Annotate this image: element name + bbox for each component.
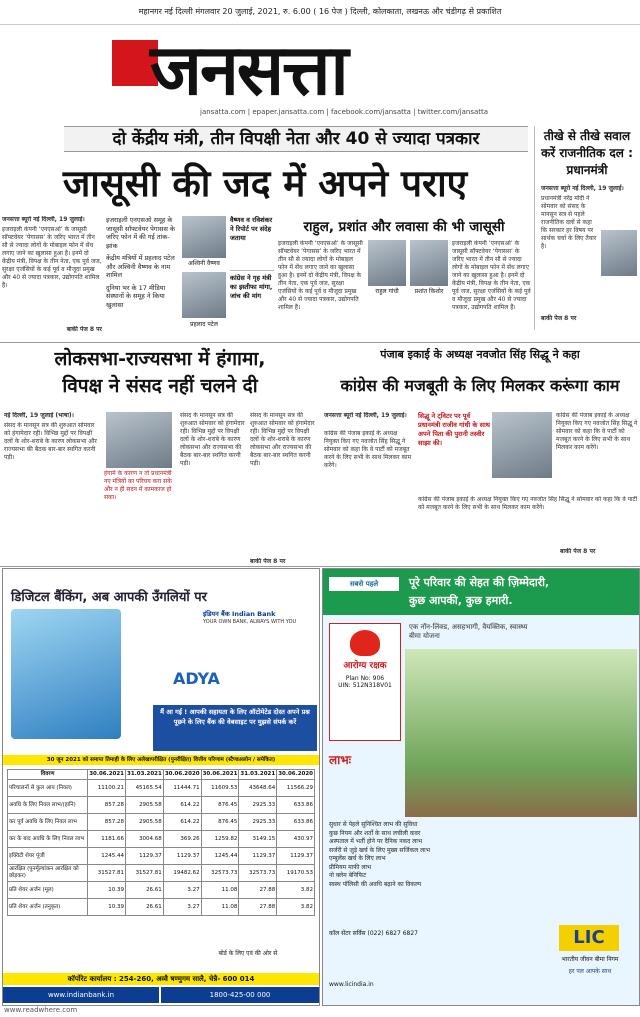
photo-caption: अश्विनी वैष्णव xyxy=(188,260,220,267)
punjab-kicker: पंजाब इकाई के अध्यक्ष नवजोत सिंह सिद्धू ने कहा xyxy=(380,348,580,361)
table-cell: कर पूर्व अवधि के लिए निवल लाभ xyxy=(8,814,88,831)
second-headline-line: लोकसभा-राज्यसभा में हंगामा, xyxy=(54,348,266,370)
table-cell: 3004.68 xyxy=(126,831,164,848)
table-cell: 3.82 xyxy=(277,899,315,916)
table-cell: 614.22 xyxy=(163,814,201,831)
lead-byline: जनसत्ता ब्यूरो नई दिल्ली, 19 जुलाई। xyxy=(2,216,85,223)
sidebar-item: केंद्रीय मंत्रियों में प्रहलाद पटेल और अश्विनी वैष्णव के नाम शामिल xyxy=(106,254,175,279)
plan-name: आरोग्य रक्षक xyxy=(343,661,387,671)
results-table xyxy=(7,769,315,916)
lead-headline[interactable]: जासूसी की जद में अपने पराए xyxy=(62,161,468,205)
table-cell: 1181.66 xyxy=(88,831,126,848)
lead-continued[interactable]: बाकी पेज 8 पर xyxy=(66,326,102,333)
table-row xyxy=(8,797,315,814)
table-cell: 11609.53 xyxy=(201,780,239,797)
rahul-photo xyxy=(368,240,406,286)
right-top-byline: जनसत्ता ब्यूरो नई दिल्ली, 19 जुलाई। xyxy=(541,185,624,192)
lic-headline-line: पूरे परिवार की सेहत की ज़िम्मेदारी, xyxy=(409,576,550,589)
second-body-col4: संसद के मानसून सत्र की शुरुआत सोमवार को हंगामेदार रही। विभिन्न मुद्दों पर विपक्षी दलों के शोर-शराबे के कारण लोकसभा और राज्यसभा की बैठक बार-बार स्थगित करनी पड़ी। xyxy=(250,412,315,467)
table-cell: 19482.62 xyxy=(163,865,201,882)
sidebar-item: दुनिया भर के 17 मीडिया संस्थानों के समूह ने किया खुलासा xyxy=(106,283,166,309)
table-cell: 26.61 xyxy=(126,899,164,916)
table-cell: 369.26 xyxy=(163,831,201,848)
table-row xyxy=(8,848,315,865)
table-cell: प्रति शेयर अर्जन (मूल) xyxy=(8,882,88,899)
table-cell: 27.88 xyxy=(239,882,277,899)
lic-badge: सबसे पहले xyxy=(329,577,399,591)
table-cell: 45165.54 xyxy=(126,780,164,797)
table-cell: 43648.64 xyxy=(239,780,277,797)
table-cell: परिचालनों से कुल आय (निवल) xyxy=(8,780,88,797)
indian-bank-ad[interactable] xyxy=(2,568,320,1006)
punjab-continued[interactable]: बाकी पेज 8 पर xyxy=(560,548,596,555)
benefit-item: सुधार से पेहले सुनिश्चित लाभ की सुविधा xyxy=(329,821,418,828)
table-header-cell: 30.06.2020 xyxy=(163,770,201,780)
second-headline[interactable] xyxy=(2,346,318,408)
benefits-title: लाभः xyxy=(329,753,352,767)
table-cell: 11566.29 xyxy=(277,780,315,797)
table-header-cell: 31.03.2021 xyxy=(126,770,164,780)
table-header-cell: विवरण xyxy=(8,770,88,780)
table-cell: 2905.58 xyxy=(126,797,164,814)
table-cell: 27.88 xyxy=(239,899,277,916)
lic-slogan: हर पल आपके साथ xyxy=(568,968,612,975)
table-cell: 876.45 xyxy=(201,814,239,831)
sub-body-left: इजराइली कंपनी ‘एनएसओ’ के जासूसी सॉफ्टवेयर ‘पेगासस’ के जरिए भारत में तीन सौ से ज्यादा लोगों के मोबाइल फोन में सेंध लगाए जाने का खुलासा हुआ है। इनमें दो केंद्रीय मंत्री, विपक्ष के तीन नेता, एक पूर्व जज, सुरक्षा एजंसियों के कई पूर्व व मौजूदा प्रमुख और 40 से ज्यादा पत्रकार, उद्योगपति शामिल हैं। xyxy=(278,240,363,311)
punjab-byline: जनसत्ता ब्यूरो नई दिल्ली, 19 जुलाई। xyxy=(324,412,407,419)
table-cell: 1129.37 xyxy=(126,848,164,865)
sub-body-right: इजराइली कंपनी ‘एनएसओ’ के जासूसी सॉफ्टवेयर ‘पेगासस’ के जरिए भारत में तीन सौ से ज्यादा लोगों के मोबाइल फोन में सेंध लगाए जाने का खुलासा हुआ है। इनमें दो केंद्रीय मंत्री, विपक्ष के तीन नेता, एक पूर्व जज, सुरक्षा एजंसियों के कई पूर्व व मौजूदा प्रमुख और 40 से ज्यादा पत्रकार, उद्योगपति शामिल हैं। xyxy=(452,240,531,311)
punjab-body-right: कांग्रेस की पंजाब इकाई के अध्यक्ष नियुक्त किए गए नवजोत सिंह सिद्धू ने सोमवार को कहा कि वे पार्टी को मजबूत करने के लिए सभी के साथ मिलकर काम करेंगे। xyxy=(556,412,638,451)
plan-uin: UIN: 512N318V01 xyxy=(338,682,392,689)
sign-off: बोर्ड के लिए एवं की ओर से xyxy=(218,950,278,957)
second-headline-line: विपक्ष ने संसद नहीं चलने दी xyxy=(62,375,258,397)
sub-headline[interactable]: राहुल, प्रशांत और लवासा की भी जासूसी xyxy=(303,219,505,235)
table-row xyxy=(8,865,315,882)
right-top-body: प्रधानमंत्री नरेंद्र मोदी ने सोमवार को संसद के मानसून सत्र से पहले राजनीतिक दलों से कहा कि सरकार हर विषय पर सार्थक चर्चा के लिए तैयार है। xyxy=(541,195,597,250)
plan-desc: एक नॉन-लिंक्ड, असहभागी, वैयक्तिक, स्वास्थ्य बीमा योजना xyxy=(409,623,528,640)
lic-brand-hindi: भारतीय जीवन बीमा निगम xyxy=(561,956,619,963)
lead-body: इजराइली कंपनी ‘एनएसओ’ के जासूसी सॉफ्टवेयर ‘पेगासस’ के जरिए भारत में तीन सौ से ज्यादा लोगों के मोबाइल फोन में सेंध लगाए जाने का खुलासा हुआ है। इनमें दो केंद्रीय मंत्री, विपक्ष के तीन नेता, एक पूर्व जज, सुरक्षा एजंसियों के कई पूर्व व मौजूदा प्रमुख और 40 से ज्यादा पत्रकार, उद्योगपति शामिल हैं। xyxy=(2,226,102,289)
table-cell: प्रति शेयर अर्जन (तनुकृत) xyxy=(8,899,88,916)
lic-ad[interactable] xyxy=(322,568,640,1006)
table-cell: 3.82 xyxy=(277,882,315,899)
table-cell: 1129.37 xyxy=(163,848,201,865)
lic-headline-line: कुछ आपकी, कुछ हमारी. xyxy=(409,594,513,607)
table-cell: 857.28 xyxy=(88,814,126,831)
table-cell: 1245.44 xyxy=(88,848,126,865)
table-cell: 2905.58 xyxy=(126,814,164,831)
phone-graphic xyxy=(11,609,121,739)
table-cell: अवधि के लिए निवल लाभ/(हानि) xyxy=(8,797,88,814)
table-header-cell: 31.03.2021 xyxy=(239,770,277,780)
benefit-item: स्वस्थ पॉलिसी की अवधि बढ़ाने का विकल्प xyxy=(329,880,422,888)
prashant-photo xyxy=(410,240,448,286)
table-cell: 11.08 xyxy=(201,882,239,899)
table-cell: 26.61 xyxy=(126,882,164,899)
lead-kicker: दो केंद्रीय मंत्री, तीन विपक्षी नेता और 40 से ज्यादा पत्रकार xyxy=(64,126,528,152)
table-cell: 3149.15 xyxy=(239,831,277,848)
masthead-logo[interactable] xyxy=(150,30,510,110)
social-links[interactable]: jansatta.com | epaper.jansatta.com | facebook.com/jansatta | twitter.com/jansatta xyxy=(200,108,489,116)
table-cell: 19170.53 xyxy=(277,865,315,882)
benefit-item: एम्बुलेंस खर्च के लिए लाभ xyxy=(329,855,386,862)
table-cell: 633.86 xyxy=(277,814,315,831)
edition-info-bar: महानगर नई दिल्ली मंगलवार 20 जुलाई, 2021, रु. 6.00 ( 16 पेज ) दिल्ली, कोलकाता, लखनऊ और चंडीगढ़ से प्रकाशित xyxy=(0,0,640,25)
table-cell: कर के बाद अवधि के लिए निवल लाभ xyxy=(8,831,88,848)
lic-contact[interactable]: कॉल सेंटर सर्विस (022) 6827 6827 xyxy=(329,930,418,937)
benefit-item: नो क्लेम बेनिफिट xyxy=(329,872,367,879)
table-cell: 32573.73 xyxy=(239,865,277,882)
punjab-callout: सिद्धू ने ट्विटर पर पूर्व प्रधानमंत्री राजीव गांधी के साथ अपने पिता की पुरानी तस्वीर साझा की। xyxy=(418,412,490,447)
second-highlight: हंगामे के कारण न तो प्रधानमंत्री नए मंत्रियों का परिचय करा सके और न ही सदन में कामकाज हो सका। xyxy=(104,470,172,501)
table-cell: इक्विटी शेयर पूंजी xyxy=(8,848,88,865)
table-header-cell: 30.06.2021 xyxy=(201,770,239,780)
right-top-article xyxy=(534,126,639,330)
table-cell: 633.86 xyxy=(277,797,315,814)
bank-website[interactable]: www.indianbank.in xyxy=(3,987,159,1003)
benefits-list xyxy=(329,821,629,889)
lic-logo[interactable]: LIC xyxy=(559,925,619,951)
minister-photo-1 xyxy=(182,216,226,258)
photo-caption: प्रहलाद पटेल xyxy=(190,321,218,328)
benefit-item: सर्जरी से जुड़े खर्च के लिए मुख्य सर्जिकल लाभ xyxy=(329,846,430,854)
punjab-headline[interactable]: कांग्रेस की मजबूती के लिए मिलकर करूंगा काम xyxy=(340,376,620,395)
table-header-cell: 30.06.2020 xyxy=(277,770,315,780)
table-cell: 32573.73 xyxy=(201,865,239,882)
table-cell: 1129.37 xyxy=(277,848,315,865)
plan-card xyxy=(329,623,401,741)
table-cell: 876.45 xyxy=(201,797,239,814)
table-cell: 1245.44 xyxy=(201,848,239,865)
table-cell: 11444.71 xyxy=(163,780,201,797)
bank-ad-headline: डिजिटल बैंकिंग, अब आपकी उँगलियों पर xyxy=(11,590,207,605)
benefit-item: अस्पताल में भर्ती होने पर दैनिक नकद लाभ xyxy=(329,838,423,845)
lead-column-1 xyxy=(2,216,102,340)
table-row xyxy=(8,814,315,831)
table-row xyxy=(8,831,315,848)
minister-photo-2 xyxy=(182,272,226,318)
table-cell: 31527.81 xyxy=(88,865,126,882)
bank-name: इंडियन बैंक Indian Bank xyxy=(203,610,276,618)
table-row xyxy=(8,882,315,899)
table-cell: 1129.37 xyxy=(239,848,277,865)
quote-box: वैष्णव व रविशंकर ने रिपोर्ट पर संदेह जताया xyxy=(230,216,273,242)
table-row xyxy=(8,780,315,797)
photo-caption: प्रशांत किशोर xyxy=(414,288,444,295)
bank-tollfree[interactable]: 1800-425-00 000 xyxy=(161,987,319,1003)
heart-icon xyxy=(350,630,380,656)
assistant-message: मैं आ गई ! आपकी सहायता के लिए ऑटोमेटेड दोस्त अपने प्रश्न पूछने के लिए बैंक की वेबसाइट पर मुझसे संपर्क करें xyxy=(153,705,317,751)
footer-site[interactable]: www.readwhere.com xyxy=(4,1006,78,1014)
photo-caption: राहुल गांधी xyxy=(375,288,399,295)
right-top-continued[interactable]: बाकी पेज 8 पर xyxy=(541,315,577,322)
second-continued[interactable]: बाकी पेज 8 पर xyxy=(250,558,286,565)
divider xyxy=(0,566,640,567)
table-cell: 2925.33 xyxy=(239,814,277,831)
table-cell: 857.28 xyxy=(88,797,126,814)
pm-photo xyxy=(601,230,637,276)
family-photo xyxy=(405,649,637,817)
results-title: 30 जून 2021 को समाप्त तिमाही के लिए अलेखापरीक्षित (पुनरीक्षित) वित्तीय परिणाम (स्टैण्डअलोन / समेकित) xyxy=(3,755,319,765)
table-cell: 11100.21 xyxy=(88,780,126,797)
table-cell: 11.08 xyxy=(201,899,239,916)
second-byline: नई दिल्ली, 19 जुलाई (भाषा)। xyxy=(4,412,74,419)
quote-box: कांग्रेस ने गृह मंत्री का इस्तीफा मांगा, जांच की मांग xyxy=(230,270,274,338)
table-cell: आरक्षित (पुनर्मूल्यांकन आरक्षित को छोड़कर) xyxy=(8,865,88,882)
punjab-body: कांग्रेस की पंजाब इकाई के अध्यक्ष नियुक्त किए गए नवजोत सिंह सिद्धू ने सोमवार को कहा कि वे पार्टी को मजबूत करने के लिए सभी के साथ मिलकर काम करेंगे। xyxy=(324,430,412,469)
table-cell: 614.22 xyxy=(163,797,201,814)
divider xyxy=(0,342,640,343)
table-cell: 430.97 xyxy=(277,831,315,848)
second-body-col3: संसद के मानसून सत्र की शुरुआत सोमवार को हंगामेदार रही। विभिन्न मुद्दों पर विपक्षी दलों के शोर-शराबे के कारण लोकसभा और राज्यसभा की बैठक बार-बार स्थगित करनी पड़ी। xyxy=(180,412,245,467)
table-cell: 10.39 xyxy=(88,882,126,899)
sidebar-item: इजराइली एनएसओ समूह के जासूसी सॉफ्टवेयर पेगासस के जरिए फोन में की गई तांक-झांक xyxy=(106,216,175,250)
table-header-cell: 30.06.2021 xyxy=(88,770,126,780)
parliament-photo xyxy=(106,412,172,468)
benefit-item: प्रीमियम माफी लाभ xyxy=(329,863,372,871)
sidhu-photo xyxy=(492,412,552,478)
assistant-name: ADYA xyxy=(173,669,220,688)
table-row xyxy=(8,899,315,916)
second-body: संसद के मानसून सत्र की शुरुआत सोमवार को हंगामेदार रही। विभिन्न मुद्दों पर विपक्षी दलों के शोर-शराबे के कारण लोकसभा और राज्यसभा की बैठक बार-बार स्थगित करनी पड़ी। xyxy=(4,422,97,461)
benefit-item: कुछ नियम और शर्तों के साथ लचीली कवर xyxy=(329,829,421,837)
lic-website[interactable]: www.licindia.in xyxy=(329,981,374,988)
table-cell: 1259.82 xyxy=(201,831,239,848)
punjab-body-bottom: कांग्रेस की पंजाब इकाई के अध्यक्ष नियुक्त किए गए नवजोत सिंह सिद्धू ने सोमवार को कहा कि वे पार्टी को मजबूत करने के लिए सभी के साथ मिलकर काम करेंगे। xyxy=(418,496,638,511)
right-top-headline: तीखे से तीखे सवाल करें राजनीतिक दल : प्रधानमंत्री xyxy=(541,129,633,177)
table-cell: 31527.81 xyxy=(126,865,164,882)
bank-footer: कॉर्पोरेट कार्यालय : 254-260, अव्वै षण्मुगम सालै, चेन्नै- 600 014 xyxy=(3,973,319,985)
table-cell: 3.27 xyxy=(163,899,201,916)
lead-sidebar xyxy=(106,216,178,340)
logo-text: जनसत्ता xyxy=(150,28,347,111)
table-cell: 10.39 xyxy=(88,899,126,916)
bank-tagline: YOUR OWN BANK, ALWAYS WITH YOU xyxy=(203,619,297,625)
plan-no: Plan No: 906 xyxy=(345,675,385,682)
table-cell: 2925.33 xyxy=(239,797,277,814)
table-cell: 3.27 xyxy=(163,882,201,899)
